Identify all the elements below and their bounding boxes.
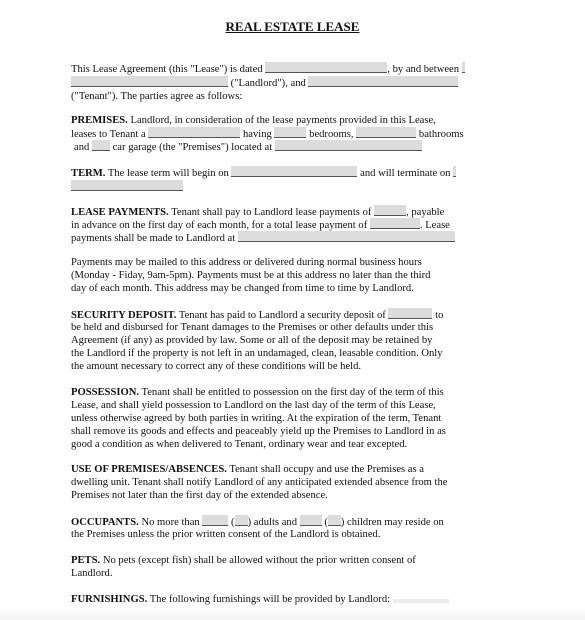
body-text: Landlord. [71, 568, 113, 579]
body-text: to [435, 310, 444, 321]
body-text: leases to Tenant a [71, 129, 146, 140]
body-text: Agreement (if any) as provided by law. Some or all of the deposit may be retained by [71, 335, 433, 346]
body-text: unless otherwise agreed by both parties in writing. At the expiration of the term, Tenant [71, 413, 442, 424]
date-field[interactable] [265, 62, 387, 73]
document-title: REAL ESTATE LEASE [225, 19, 360, 34]
intro-line-3: ("Tenant"). The parties agree as follows: [71, 91, 243, 102]
body-text: . Lease [419, 220, 450, 231]
section-heading: FURNISHINGS. [71, 594, 148, 605]
body-text: day of each month. This address may be changed from time to time by Landlord. [71, 283, 414, 294]
body-text: the Premises unless the prior written consent of the Landlord is obtained. [71, 529, 381, 540]
term-end-field[interactable] [71, 180, 183, 191]
body-text: Tenant shall be entitled to possession on the first day of the term of this [141, 387, 444, 398]
body-text: Landlord, in consideration of the lease payments provided in this Lease, [130, 115, 436, 126]
tenant-name-field[interactable] [308, 76, 458, 87]
payments-line-3 [71, 231, 455, 245]
payment-address-field[interactable] [238, 231, 455, 242]
paren: ( [324, 517, 328, 528]
body-text: No pets (except fish) shall be allowed without the prior written consent of [102, 555, 416, 566]
page-bottom-fade [0, 606, 585, 620]
section-heading: USE OF PREMISES/ABSENCES. [71, 464, 227, 475]
body-text: be held and disbursed for Tenant damages to the Premises or other defaults under this [71, 322, 434, 333]
trailing-field[interactable] [462, 62, 465, 73]
section-heading: OCCUPANTS. [71, 517, 139, 528]
total-payment-field[interactable] [370, 218, 420, 229]
landlord-name-field[interactable] [71, 76, 228, 87]
intro-line-1 [71, 62, 465, 76]
body-text: and will terminate on [360, 168, 451, 179]
body-text: the amount necessary to correct any of these conditions will be held. [71, 361, 362, 372]
deposit-amount-field[interactable] [388, 308, 432, 319]
premises-line-3 [74, 140, 422, 154]
paren: ( [231, 517, 235, 528]
section-heading: SECURITY DEPOSIT. [71, 310, 177, 321]
term-line-2 [71, 180, 183, 194]
furnishings-line-1 [71, 593, 449, 606]
body-text: and [74, 142, 90, 153]
term-start-field[interactable] [231, 166, 357, 177]
adults-words-field[interactable] [202, 515, 228, 526]
body-text: payments shall be made to Landlord at [71, 233, 236, 244]
intro-text: , by and between [387, 64, 460, 75]
children-number-field[interactable] [328, 515, 341, 526]
intro-line-2 [71, 76, 458, 90]
body-text: dwelling unit. Tenant shall notify Landlord of any anticipated extended absence from the [71, 477, 448, 488]
paren: ) [247, 517, 252, 528]
body-text: The lease term will begin on [107, 168, 229, 179]
body-text: bathrooms [418, 129, 464, 140]
possession-line-1 [71, 386, 444, 399]
bedrooms-field[interactable] [274, 127, 306, 138]
section-heading: PETS. [71, 555, 101, 566]
premises-address-field[interactable] [275, 140, 422, 151]
payments-line-1 [71, 205, 444, 219]
bathrooms-field[interactable] [356, 127, 416, 138]
use-line-1 [71, 463, 424, 476]
section-heading: LEASE PAYMENTS. [71, 207, 169, 218]
premises-line-1 [71, 114, 436, 127]
section-heading: TERM. [71, 168, 106, 179]
body-text: (Monday - Fiday, 9am-5pm). Payments must be at this address no later than the third [71, 270, 431, 281]
body-text: , payable [406, 207, 445, 218]
body-text: adults and [253, 517, 297, 528]
section-heading: POSSESSION. [71, 387, 140, 398]
pets-line-1 [71, 554, 416, 567]
body-text: No more than [141, 517, 200, 528]
children-words-field[interactable] [300, 515, 322, 526]
body-text: shall remove its goods and effects and peaceably yield up the Premises to Landlord in as [71, 426, 446, 437]
garage-field[interactable] [92, 140, 110, 151]
premises-line-2 [71, 127, 464, 141]
section-heading: PREMISES. [71, 115, 128, 126]
deposit-line-1 [71, 308, 443, 322]
body-text: car garage (the "Premises") located at [112, 142, 273, 153]
body-text: having [242, 129, 272, 140]
paren: ) [340, 517, 345, 528]
occupants-line-1 [71, 515, 444, 529]
payments-line-2 [71, 218, 450, 232]
body-text: Premises not later than the first day of the extended absence. [71, 490, 328, 501]
property-type-field[interactable] [148, 127, 240, 138]
trailing-field[interactable] [453, 166, 456, 177]
body-text: Tenant shall pay to Landlord lease payments of [171, 207, 372, 218]
furnishings-field[interactable] [393, 599, 449, 603]
body-text: Tenant shall occupy and use the Premises as a [229, 464, 424, 475]
adults-number-field[interactable] [235, 515, 248, 526]
body-text: in advance on the first day of each month, for a total lease payment of [71, 220, 368, 231]
body-text: Payments may be mailed to this address or delivered during normal business hours [71, 257, 422, 268]
body-text: the Landlord if the property is not left in an undamaged, clean, leasable condition. Only [71, 348, 443, 359]
body-text: Tenant has paid to Landlord a security deposit of [178, 310, 386, 321]
body-text: Lease, and shall yield possession to Landlord on the last day of the term of this Lease, [71, 400, 436, 411]
body-text: The following furnishings will be provided by Landlord: [149, 594, 391, 605]
body-text: children may reside on [347, 517, 444, 528]
intro-text: This Lease Agreement (this "Lease") is dated [71, 64, 263, 75]
body-text: good a condition as when delivered to Tenant, ordinary wear and tear excepted. [71, 439, 408, 450]
intro-text: ("Landlord"), and [230, 78, 306, 89]
monthly-payment-field[interactable] [374, 205, 406, 216]
body-text: bedrooms, [309, 129, 354, 140]
term-line-1 [71, 166, 456, 180]
